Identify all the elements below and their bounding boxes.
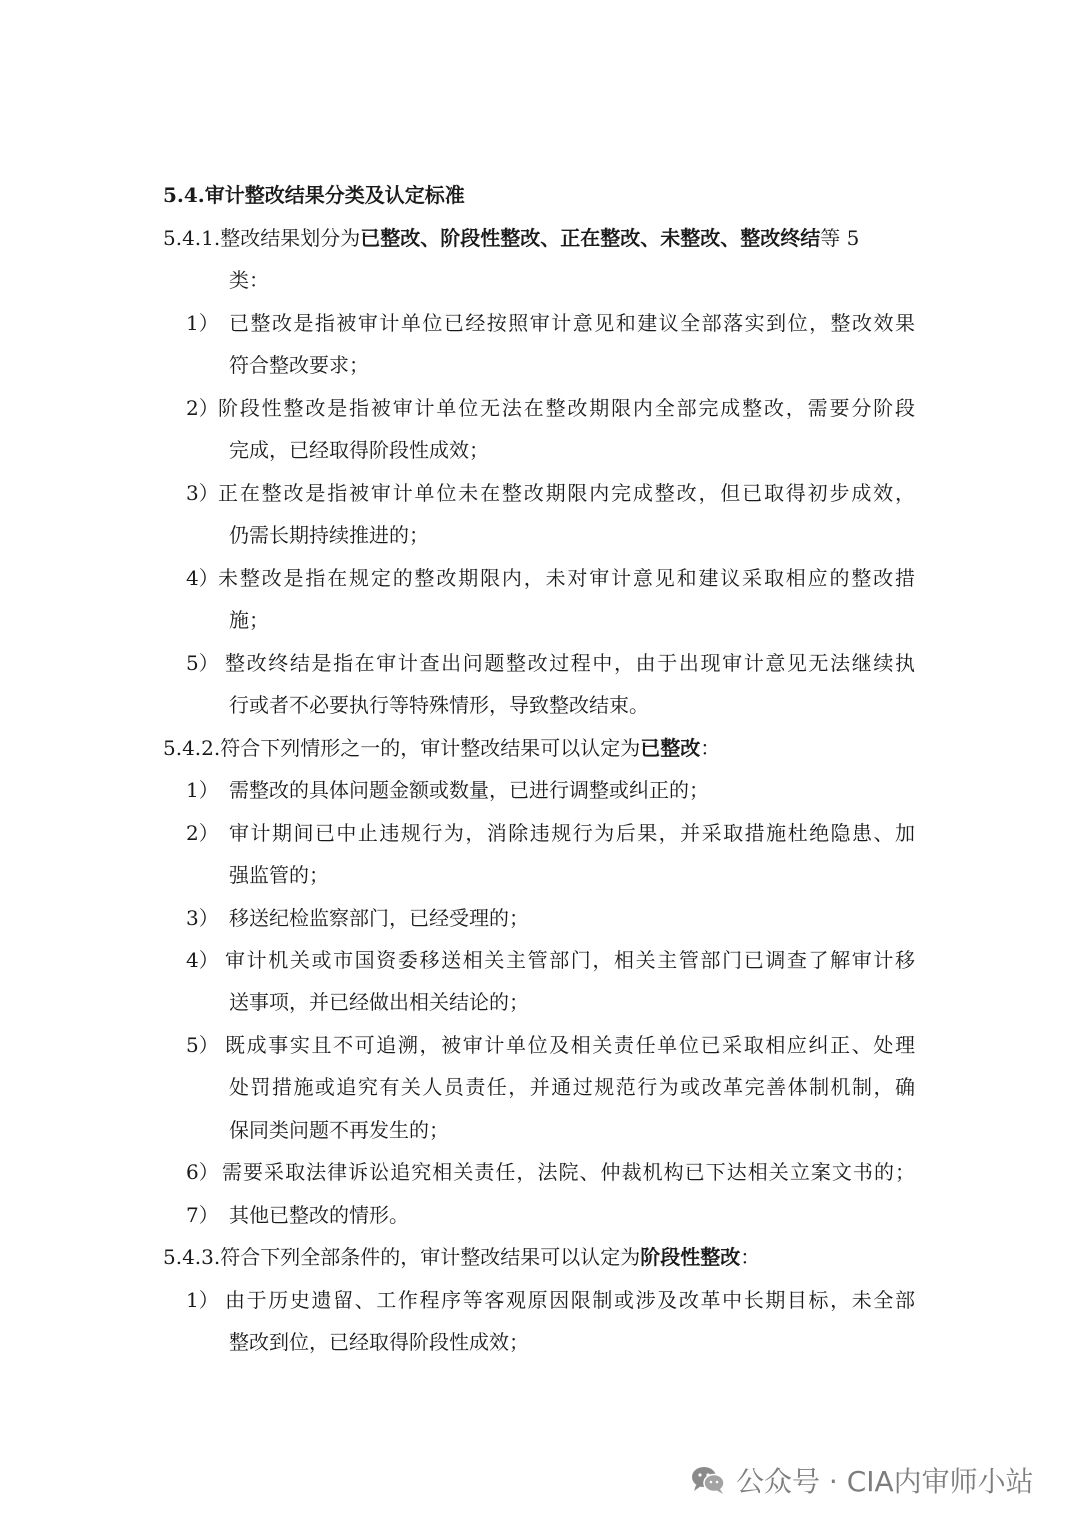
paragraph-5-4-1-prefix: 5.4.1.整改结果划分为 xyxy=(163,226,361,250)
paragraph-5-4-3 xyxy=(163,1243,760,1271)
paragraph-5-4-2-prefix: 5.4.2.符合下列情形之一的，审计整改结果可以认定为 xyxy=(163,736,641,760)
paragraph-5-4-1-continuation: 类： xyxy=(229,268,269,292)
list-number: 6） xyxy=(186,1160,219,1184)
list-number: 3） xyxy=(186,906,219,930)
list-item-text: 整改终结是指在审计查出问题整改过程中，由于出现审计意见无法继续执 xyxy=(225,651,915,675)
list-number: 5） xyxy=(186,651,219,675)
list-item-text: 行或者不必要执行等特殊情形，导致整改结束。 xyxy=(229,693,649,717)
wechat-icon xyxy=(690,1465,726,1495)
paragraph-5-4-2-suffix: ： xyxy=(700,736,721,760)
paragraph-5-4-2-term: 已整改 xyxy=(640,736,701,760)
list-item-text: 处罚措施或追究有关人员责任，并通过规范行为或改革完善体制机制，确 xyxy=(229,1075,915,1099)
section-heading-5-4: 5.4.审计整改结果分类及认定标准 xyxy=(163,183,465,207)
list-number: 7） xyxy=(186,1203,219,1227)
list-item-text: 正在整改是指被审计单位未在整改期限内完成整改，但已取得初步成效， xyxy=(218,481,915,505)
list-item-text: 由于历史遗留、工作程序等客观原因限制或涉及改革中长期目标，未全部 xyxy=(225,1288,915,1312)
list-number: 3） xyxy=(186,481,219,505)
list-item-text: 施； xyxy=(229,608,269,632)
watermark-text: 公众号 · CIA内审师小站 xyxy=(736,1465,1034,1498)
list-item-text: 符合整改要求； xyxy=(229,353,369,377)
paragraph-5-4-1-suffix: 等 5 xyxy=(820,226,860,250)
list-item-text: 需整改的具体问题金额或数量，已进行调整或纠正的； xyxy=(229,778,709,802)
list-number: 4） xyxy=(186,566,219,590)
paragraph-5-4-1 xyxy=(163,224,859,252)
list-item-text: 强监管的； xyxy=(229,863,329,887)
list-number: 4） xyxy=(186,948,219,972)
list-item-text: 移送纪检监察部门，已经受理的； xyxy=(229,906,529,930)
list-number: 1） xyxy=(186,311,219,335)
list-item-text: 送事项，并已经做出相关结论的； xyxy=(229,990,529,1014)
list-item-text: 完成，已经取得阶段性成效； xyxy=(229,438,489,462)
list-item-text: 既成事实且不可追溯，被审计单位及相关责任单位已采取相应纠正、处理 xyxy=(225,1033,915,1057)
list-item-text: 阶段性整改是指被审计单位无法在整改期限内全部完成整改，需要分阶段 xyxy=(218,396,915,420)
watermark xyxy=(690,1460,1034,1500)
list-number: 5） xyxy=(186,1033,219,1057)
list-item-text: 需要采取法律诉讼追究相关责任，法院、仲裁机构已下达相关立案文书的； xyxy=(222,1160,915,1184)
paragraph-5-4-3-suffix: ： xyxy=(740,1245,761,1269)
paragraph-5-4-3-prefix: 5.4.3.符合下列全部条件的，审计整改结果可以认定为 xyxy=(163,1245,641,1269)
paragraph-5-4-3-term: 阶段性整改 xyxy=(640,1245,741,1269)
list-item-text: 整改到位，已经取得阶段性成效； xyxy=(229,1330,529,1354)
list-item-text: 已整改是指被审计单位已经按照审计意见和建议全部落实到位，整改效果 xyxy=(229,311,915,335)
list-item-text: 审计机关或市国资委移送相关主管部门，相关主管部门已调查了解审计移 xyxy=(225,948,915,972)
list-item-text: 其他已整改的情形。 xyxy=(229,1203,409,1227)
list-number: 2） xyxy=(186,821,219,845)
paragraph-5-4-1-categories: 已整改、阶段性整改、正在整改、未整改、整改终结 xyxy=(360,226,821,250)
list-item-text: 仍需长期持续推进的； xyxy=(229,523,429,547)
list-item-text: 保同类问题不再发生的； xyxy=(229,1118,449,1142)
paragraph-5-4-2 xyxy=(163,734,720,762)
list-number: 1） xyxy=(186,778,219,802)
list-number: 2） xyxy=(186,396,219,420)
list-item-text: 未整改是指在规定的整改期限内，未对审计意见和建议采取相应的整改措 xyxy=(218,566,915,590)
list-item-text: 审计期间已中止违规行为，消除违规行为后果，并采取措施杜绝隐患、加 xyxy=(229,821,915,845)
list-number: 1） xyxy=(186,1288,219,1312)
